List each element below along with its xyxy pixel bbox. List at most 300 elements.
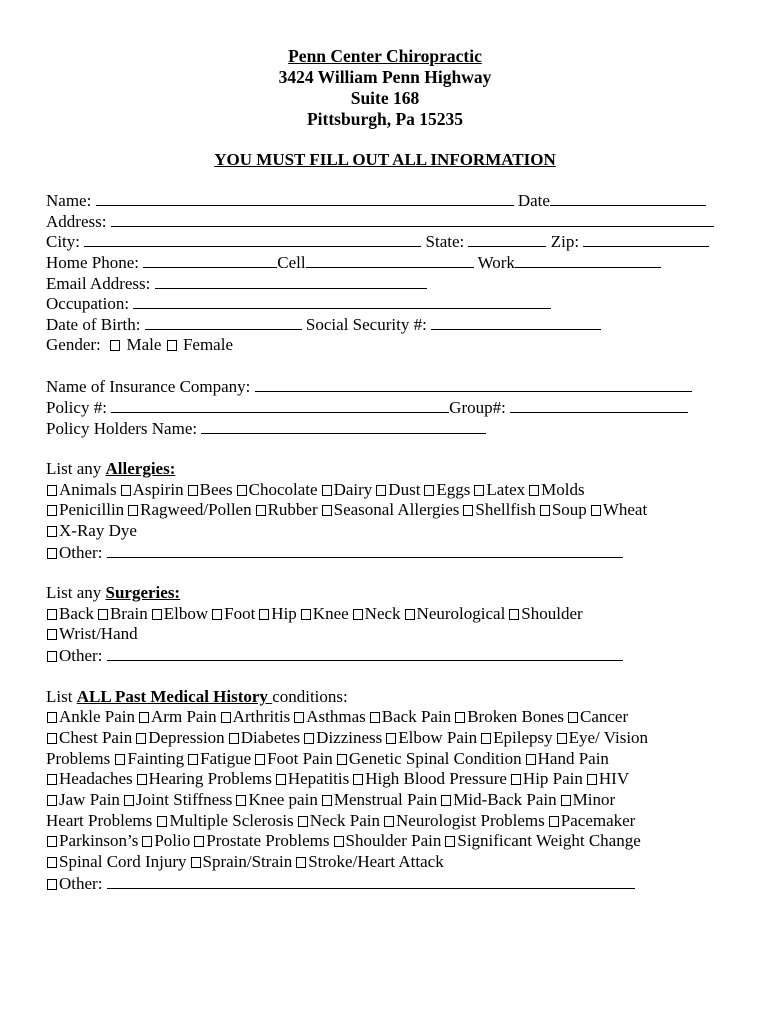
allergy-other-field[interactable]: [107, 542, 623, 558]
group-label: Group#:: [449, 397, 506, 417]
history-option-hip-pain[interactable]: [510, 769, 583, 788]
phone-row: [46, 252, 736, 273]
history-heading: [46, 687, 736, 708]
allergy-option-seasonal-allergies[interactable]: [321, 500, 460, 519]
history-continued-label: Heart Problems: [46, 810, 157, 830]
allergy-checkbox[interactable]: [322, 485, 332, 496]
allergy-other-row: [46, 542, 736, 563]
allergy-options: [46, 480, 736, 542]
surgery-option-knee[interactable]: [300, 604, 349, 623]
allergy-option-label: Latex: [486, 479, 526, 499]
work-field[interactable]: [515, 252, 661, 268]
clinic-header: [0, 46, 770, 130]
history-option-label: Significant Weight Change: [457, 831, 641, 851]
allergy-checkbox[interactable]: [322, 505, 332, 516]
surgery-option-elbow[interactable]: [151, 604, 208, 623]
patient-form: [46, 190, 736, 893]
history-option-chest-pain[interactable]: [46, 728, 132, 747]
surgery-option-label: Back: [59, 603, 94, 623]
allergy-checkbox[interactable]: [128, 505, 138, 516]
allergy-line: [46, 480, 736, 501]
surgery-option-back[interactable]: [46, 604, 94, 623]
history-checkbox[interactable]: [191, 857, 201, 868]
allergy-checkbox[interactable]: [529, 485, 539, 496]
history-option-prostate-problems[interactable]: [193, 831, 329, 850]
history-checkbox[interactable]: [337, 754, 347, 765]
history-line: [46, 749, 736, 770]
history-option-hearing-problems[interactable]: [136, 769, 272, 788]
history-checkbox[interactable]: [441, 795, 451, 806]
surgery-option-foot[interactable]: [211, 604, 255, 623]
policy-holder-row: [46, 418, 736, 439]
surgery-checkbox[interactable]: [47, 629, 57, 640]
male-label: Male: [126, 334, 162, 354]
date-field[interactable]: [550, 190, 706, 206]
allergy-option-molds[interactable]: [528, 480, 584, 499]
policy-label: Policy #:: [46, 397, 107, 417]
history-option-jaw-pain[interactable]: [46, 790, 120, 809]
history-checkbox[interactable]: [445, 836, 455, 847]
history-other-row: [46, 873, 736, 894]
history-line: [46, 769, 736, 790]
history-title: ALL Past Medical History: [76, 686, 273, 706]
allergy-option-aspirin[interactable]: [120, 480, 184, 499]
surgery-option-label: Brain: [109, 603, 148, 623]
allergy-checkbox[interactable]: [474, 485, 484, 496]
allergy-checkbox[interactable]: [47, 526, 57, 537]
history-option-label: Back Pain: [381, 707, 452, 727]
history-option-label: Genetic Spinal Condition: [348, 748, 522, 768]
history-checkbox[interactable]: [136, 733, 146, 744]
history-option-label: Joint Stiffness: [135, 789, 233, 809]
email-row: [46, 273, 736, 294]
history-option-depression[interactable]: [135, 728, 224, 747]
fill-all-notice: YOU MUST FILL OUT ALL INFORMATION: [214, 150, 556, 169]
history-checkbox[interactable]: [157, 816, 167, 827]
female-checkbox[interactable]: [167, 340, 177, 351]
history-checkbox[interactable]: [370, 712, 380, 723]
history-option-fatigue[interactable]: [187, 749, 251, 768]
surgery-option-label: Shoulder: [521, 603, 583, 623]
history-checkbox[interactable]: [386, 733, 396, 744]
history-option-label: High Blood Pressure: [365, 769, 507, 789]
clinic-name: Penn Center Chiropractic: [288, 46, 482, 66]
history-option-neurologist-problems[interactable]: [383, 811, 545, 830]
history-checkbox[interactable]: [587, 774, 597, 785]
history-option-label: Stroke/Heart Attack: [308, 852, 444, 871]
allergies-prefix: List any: [46, 458, 106, 478]
history-option-shoulder-pain[interactable]: [333, 831, 442, 850]
history-option-label: Diabetes: [240, 727, 301, 747]
address-field[interactable]: [111, 211, 714, 227]
history-option-label: Polio: [154, 831, 191, 851]
history-checkbox[interactable]: [221, 712, 231, 723]
history-suffix: conditions:: [272, 686, 348, 706]
allergy-option-animals[interactable]: [46, 480, 117, 499]
state-field[interactable]: [468, 231, 546, 247]
history-line: [46, 831, 736, 852]
home-phone-label: Home Phone:: [46, 253, 140, 273]
history-option-label: Minor: [572, 789, 616, 809]
history-checkbox[interactable]: [353, 774, 363, 785]
surgery-line: [46, 604, 736, 625]
ssn-field[interactable]: [431, 314, 601, 330]
history-checkbox[interactable]: [47, 733, 57, 744]
surgeries-prefix: List any: [46, 583, 106, 603]
surgery-options: [46, 604, 736, 645]
history-option-label: Cancer: [579, 707, 629, 727]
cell-label: Cell: [277, 253, 306, 273]
history-option-label: Jaw Pain: [59, 789, 120, 809]
history-checkbox[interactable]: [296, 857, 306, 868]
allergy-checkbox[interactable]: [47, 485, 57, 496]
history-option-knee-pain[interactable]: [235, 790, 317, 809]
history-option-label: Hepatitis: [287, 769, 350, 789]
history-option-label: Asthmas: [306, 707, 366, 727]
history-option-label: Fatigue: [200, 748, 252, 768]
dob-label: Date of Birth:: [46, 315, 141, 335]
history-option-multiple-sclerosis[interactable]: [156, 811, 293, 830]
allergy-option-dairy[interactable]: [321, 480, 373, 499]
history-option-dizziness[interactable]: [303, 728, 382, 747]
history-option-label: Eye/ Vision: [568, 727, 649, 747]
allergies-title: Allergies:: [105, 458, 176, 478]
allergy-option-label: Bees: [199, 479, 233, 499]
allergy-checkbox[interactable]: [540, 505, 550, 516]
gender-label: Gender:: [46, 334, 101, 354]
male-checkbox[interactable]: [110, 340, 120, 351]
history-option-broken-bones[interactable]: [454, 707, 564, 726]
surgery-checkbox[interactable]: [405, 609, 415, 620]
dob-field[interactable]: [145, 314, 302, 330]
history-checkbox[interactable]: [276, 774, 286, 785]
history-option-label: Mid-Back Pain: [453, 789, 557, 809]
surgery-option-shoulder[interactable]: [508, 604, 582, 623]
history-checkbox[interactable]: [124, 795, 134, 806]
history-option-label: Menstrual Pain: [333, 789, 438, 809]
history-option-foot-pain[interactable]: [254, 749, 333, 768]
history-option-high-blood-pressure[interactable]: [352, 769, 507, 788]
allergy-checkbox[interactable]: [591, 505, 601, 516]
allergy-checkbox[interactable]: [256, 505, 266, 516]
allergy-option-shellfish[interactable]: [462, 500, 535, 519]
city-label: City:: [46, 232, 81, 252]
allergy-other-checkbox[interactable]: [47, 548, 57, 559]
history-option-back-pain[interactable]: [369, 707, 451, 726]
surgery-other-row: [46, 645, 736, 666]
history-checkbox[interactable]: [455, 712, 465, 723]
history-options: [46, 707, 736, 873]
history-option-ankle-pain[interactable]: [46, 707, 135, 726]
history-option-hepatitis[interactable]: [275, 769, 349, 788]
history-option-label: Neurologist Problems: [396, 810, 545, 830]
history-option-label: Dizziness: [316, 727, 383, 747]
history-line: [46, 728, 736, 749]
ssn-label: Social Security #:: [305, 315, 427, 335]
surgery-checkbox[interactable]: [47, 609, 57, 620]
address-label: Address:: [46, 211, 107, 231]
surgeries-heading: [46, 583, 736, 604]
history-option-significant-weight-change[interactable]: [444, 831, 640, 850]
allergy-option-label: X-Ray Dye: [59, 521, 137, 540]
date-label: Date: [517, 191, 550, 210]
name-row: [46, 190, 736, 211]
allergy-option-x-ray-dye[interactable]: [46, 521, 137, 540]
allergy-option-label: Rubber: [267, 500, 318, 520]
city-field[interactable]: [84, 231, 421, 247]
allergy-option-label: Penicillin: [59, 500, 125, 520]
surgery-checkbox[interactable]: [212, 609, 222, 620]
clinic-address-line1: 3424 William Penn Highway: [278, 67, 492, 87]
work-label: Work: [477, 253, 515, 273]
surgery-checkbox[interactable]: [259, 609, 269, 620]
email-label: Email Address:: [46, 273, 151, 293]
history-option-neck-pain[interactable]: [297, 811, 380, 830]
allergy-checkbox[interactable]: [463, 505, 473, 516]
history-line: [46, 790, 736, 811]
allergy-option-label: Soup: [551, 500, 587, 520]
history-checkbox[interactable]: [47, 795, 57, 806]
policy-holder-label: Policy Holders Name:: [46, 418, 198, 438]
allergies-heading: [46, 459, 736, 480]
history-option-stroke-heart-attack[interactable]: [295, 852, 444, 871]
history-option-label: Elbow Pain: [398, 727, 478, 747]
allergy-option-label: Animals: [59, 479, 117, 499]
history-option-pacemaker[interactable]: [548, 811, 636, 830]
history-option-label: Headaches: [59, 769, 133, 789]
history-checkbox[interactable]: [47, 836, 57, 847]
surgery-other-field[interactable]: [107, 645, 623, 661]
email-field[interactable]: [155, 273, 427, 289]
history-option-label: Foot Pain: [267, 748, 333, 768]
history-checkbox[interactable]: [139, 712, 149, 723]
allergy-checkbox[interactable]: [376, 485, 386, 496]
history-option-genetic-spinal-condition[interactable]: [336, 749, 522, 768]
insurance-company-field[interactable]: [255, 376, 692, 392]
allergy-option-rubber[interactable]: [255, 500, 318, 519]
allergy-option-ragweed-pollen[interactable]: [127, 500, 251, 519]
surgery-other-label: Other:: [59, 646, 103, 666]
history-checkbox[interactable]: [188, 754, 198, 765]
surgery-option-neurological[interactable]: [404, 604, 506, 623]
history-option-label: Sprain/Strain: [202, 852, 293, 871]
history-option-label: Depression: [148, 727, 225, 747]
history-checkbox[interactable]: [549, 816, 559, 827]
history-option-hand-pain[interactable]: [525, 749, 609, 768]
surgery-option-wrist-hand[interactable]: [46, 624, 138, 643]
history-option-label: HIV: [598, 769, 630, 789]
zip-field[interactable]: [583, 231, 709, 247]
history-option-label: Hip Pain: [522, 769, 583, 789]
policy-row: [46, 397, 736, 418]
history-checkbox[interactable]: [304, 733, 314, 744]
history-option-label: Multiple Sclerosis: [169, 810, 294, 830]
history-line: [46, 852, 736, 873]
allergy-option-label: Eggs: [436, 479, 471, 499]
history-option-headaches[interactable]: [46, 769, 133, 788]
history-checkbox[interactable]: [236, 795, 246, 806]
surgery-other-checkbox[interactable]: [47, 651, 57, 662]
history-option-label: Shoulder Pain: [345, 831, 442, 851]
history-checkbox[interactable]: [115, 754, 125, 765]
occupation-label: Occupation:: [46, 294, 130, 314]
history-checkbox[interactable]: [47, 712, 57, 723]
surgery-option-label: Hip: [271, 603, 297, 623]
history-option-eye-vision[interactable]: [556, 728, 648, 747]
history-checkbox[interactable]: [47, 857, 57, 868]
history-checkbox[interactable]: [511, 774, 521, 785]
history-option-fainting[interactable]: [114, 749, 184, 768]
history-option-joint-stiffness[interactable]: [123, 790, 233, 809]
insurance-company-label: Name of Insurance Company:: [46, 377, 251, 397]
insurance-company-row: [46, 376, 736, 397]
history-checkbox[interactable]: [568, 712, 578, 723]
history-option-asthmas[interactable]: [293, 707, 366, 726]
state-label: State:: [425, 232, 465, 252]
history-option-label: Hearing Problems: [148, 769, 272, 789]
allergy-line: [46, 521, 736, 542]
cell-field[interactable]: [306, 252, 474, 268]
allergy-line: [46, 500, 736, 521]
allergy-option-label: Aspirin: [132, 479, 184, 499]
history-option-label: Spinal Cord Injury: [59, 852, 187, 871]
surgery-checkbox[interactable]: [353, 609, 363, 620]
group-field[interactable]: [510, 397, 688, 413]
history-checkbox[interactable]: [298, 816, 308, 827]
history-prefix: List: [46, 686, 77, 706]
history-option-label: Pacemaker: [560, 810, 636, 830]
history-line: [46, 811, 736, 832]
allergy-option-label: Wheat: [602, 500, 648, 520]
history-option-label: Neck Pain: [309, 810, 381, 830]
allergy-option-dust[interactable]: [375, 480, 420, 499]
history-checkbox[interactable]: [47, 774, 57, 785]
surgery-option-label: Knee: [312, 603, 349, 623]
allergy-option-label: Molds: [541, 479, 585, 499]
occupation-field[interactable]: [133, 293, 551, 309]
history-checkbox[interactable]: [481, 733, 491, 744]
address-row: [46, 211, 736, 232]
history-checkbox[interactable]: [142, 836, 152, 847]
clinic-address-line2: Suite 168: [350, 88, 420, 108]
history-option-label: Arm Pain: [151, 707, 217, 727]
history-checkbox[interactable]: [561, 795, 571, 806]
allergy-option-latex[interactable]: [473, 480, 525, 499]
history-checkbox[interactable]: [229, 733, 239, 744]
history-checkbox[interactable]: [294, 712, 304, 723]
history-checkbox[interactable]: [255, 754, 265, 765]
surgery-checkbox[interactable]: [98, 609, 108, 620]
allergy-option-eggs[interactable]: [423, 480, 470, 499]
history-option-sprain-strain[interactable]: [190, 852, 293, 871]
allergy-option-label: Chocolate: [248, 479, 318, 499]
history-option-label: Parkinson’s: [59, 831, 139, 851]
city-row: [46, 231, 736, 252]
female-label: Female: [182, 334, 233, 354]
history-option-elbow-pain[interactable]: [385, 728, 477, 747]
allergy-option-label: Dust: [388, 479, 421, 499]
surgery-option-brain[interactable]: [97, 604, 148, 623]
occupation-row: [46, 293, 736, 314]
history-option-label: Chest Pain: [59, 727, 133, 747]
allergy-other-label: Other:: [59, 542, 103, 562]
gender-row: [46, 335, 736, 356]
allergy-option-penicillin[interactable]: [46, 500, 124, 519]
history-option-polio[interactable]: [141, 831, 190, 850]
surgery-checkbox[interactable]: [509, 609, 519, 620]
surgery-option-label: Wrist/Hand: [59, 624, 138, 644]
history-checkbox[interactable]: [137, 774, 147, 785]
policy-holder-field[interactable]: [201, 418, 486, 434]
history-option-label: Knee pain: [248, 789, 318, 809]
history-option-arthritis[interactable]: [220, 707, 291, 726]
surgeries-title: Surgeries:: [105, 583, 181, 603]
history-option-label: Fainting: [127, 748, 185, 768]
allergy-option-label: Dairy: [333, 479, 373, 499]
history-option-cancer[interactable]: [567, 707, 628, 726]
allergy-checkbox[interactable]: [424, 485, 434, 496]
policy-field[interactable]: [111, 397, 449, 413]
history-option-label: Ankle Pain: [59, 707, 136, 727]
allergy-option-label: Shellfish: [475, 500, 536, 520]
history-option-spinal-cord-injury[interactable]: [46, 852, 187, 871]
home-phone-field[interactable]: [143, 252, 277, 268]
history-checkbox[interactable]: [384, 816, 394, 827]
history-option-parkinson-s[interactable]: [46, 831, 138, 850]
history-option-label: Broken Bones: [467, 707, 564, 727]
history-option-menstrual-pain[interactable]: [321, 790, 437, 809]
surgery-option-label: Neck: [364, 603, 401, 623]
surgery-checkbox[interactable]: [301, 609, 311, 620]
history-option-mid-back-pain[interactable]: [440, 790, 556, 809]
history-option-label: Hand Pain: [537, 748, 609, 768]
allergy-option-bees[interactable]: [187, 480, 233, 499]
allergy-option-chocolate[interactable]: [236, 480, 318, 499]
history-option-label: Epilepsy: [493, 727, 553, 747]
allergy-checkbox[interactable]: [237, 485, 247, 496]
allergy-checkbox[interactable]: [121, 485, 131, 496]
surgery-line: [46, 624, 736, 645]
dob-row: [46, 314, 736, 335]
history-option-minor[interactable]: [560, 790, 616, 809]
history-continued-label: Problems: [46, 748, 115, 768]
clinic-city-line: Pittsburgh, Pa 15235: [306, 109, 464, 129]
allergy-option-label: Ragweed/Pollen: [140, 500, 252, 520]
allergy-option-label: Seasonal Allergies: [333, 500, 460, 520]
history-option-epilepsy[interactable]: [480, 728, 553, 747]
name-field[interactable]: [96, 190, 514, 206]
allergy-option-wheat[interactable]: [590, 500, 647, 519]
history-checkbox[interactable]: [194, 836, 204, 847]
history-checkbox[interactable]: [334, 836, 344, 847]
history-checkbox[interactable]: [557, 733, 567, 744]
surgery-checkbox[interactable]: [152, 609, 162, 620]
surgery-option-neck[interactable]: [352, 604, 401, 623]
name-label: Name:: [46, 191, 92, 210]
history-option-label: Prostate Problems: [206, 831, 330, 851]
history-option-arm-pain[interactable]: [138, 707, 217, 726]
history-other-field[interactable]: [107, 873, 635, 889]
allergy-checkbox[interactable]: [188, 485, 198, 496]
history-checkbox[interactable]: [322, 795, 332, 806]
history-checkbox[interactable]: [526, 754, 536, 765]
surgery-option-hip[interactable]: [258, 604, 297, 623]
allergy-checkbox[interactable]: [47, 505, 57, 516]
history-option-diabetes[interactable]: [228, 728, 300, 747]
history-other-checkbox[interactable]: [47, 879, 57, 890]
allergy-option-soup[interactable]: [539, 500, 587, 519]
history-option-hiv[interactable]: [586, 769, 629, 788]
